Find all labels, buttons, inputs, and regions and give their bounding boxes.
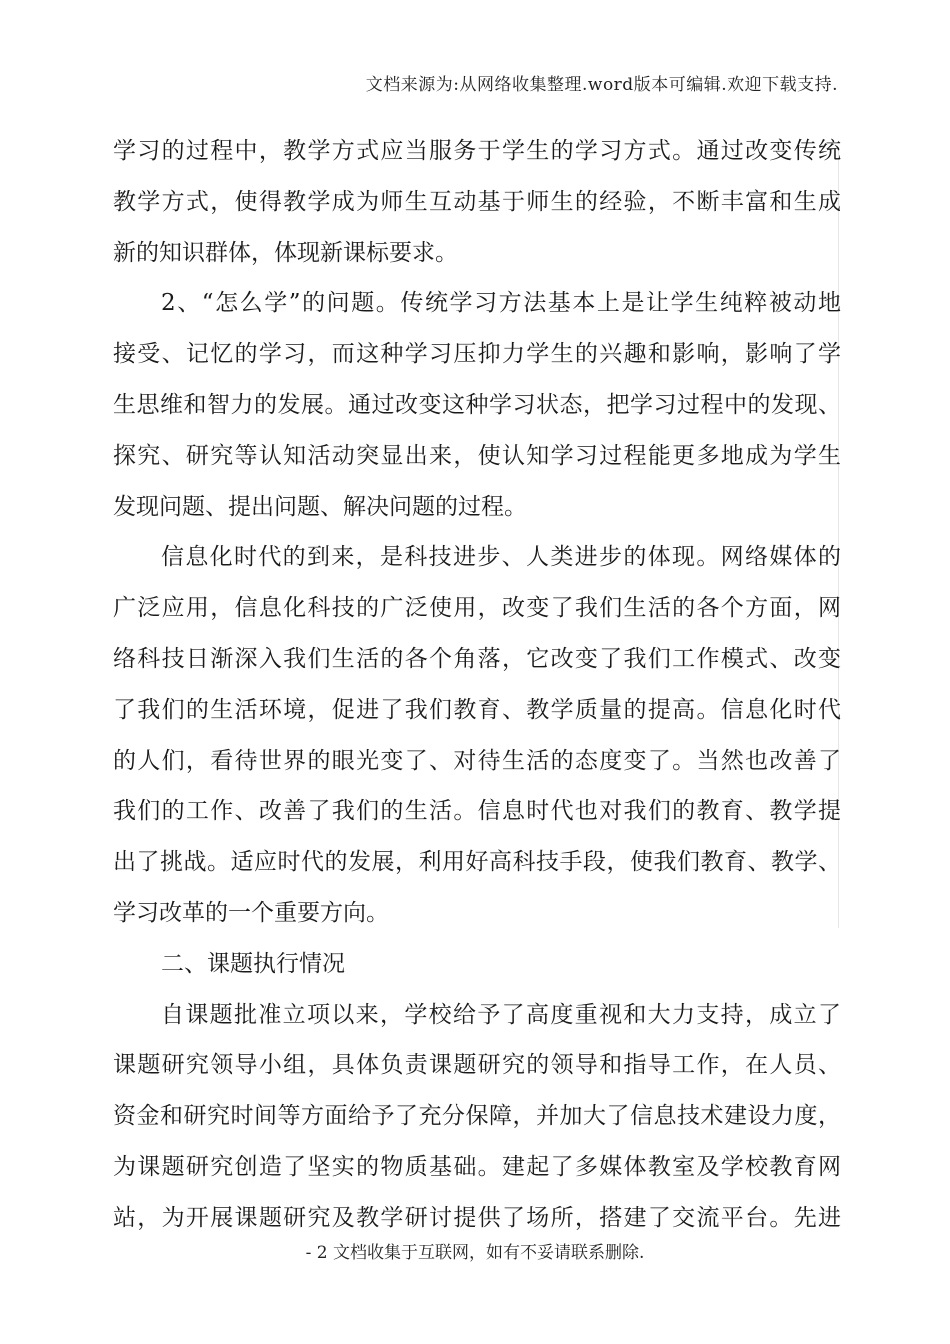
body-line: 自课题批准立项以来，学校给予了高度重视和大力支持，成立了 bbox=[161, 1001, 841, 1028]
body-line: 生思维和智力的发展。通过改变这种学习状态，把学习过程中的发现、 bbox=[113, 391, 841, 418]
body-line: 探究、研究等认知活动突显出来，使认知学习过程能更多地成为学生 bbox=[113, 442, 841, 469]
body-line: 了我们的生活环境，促进了我们教育、教学质量的提高。信息化时代 bbox=[113, 696, 841, 723]
section-heading: 二、课题执行情况 bbox=[161, 950, 345, 977]
body-line: 络科技日渐深入我们生活的各个角落，它改变了我们工作模式、改变 bbox=[113, 645, 841, 672]
document-body bbox=[113, 126, 841, 1244]
body-line: 发现问题、提出问题、解决问题的过程。 bbox=[113, 493, 527, 520]
body-line: 资金和研究时间等方面给予了充分保障，并加大了信息技术建设力度， bbox=[113, 1103, 841, 1130]
body-line: 广泛应用，信息化科技的广泛使用，改变了我们生活的各个方面，网 bbox=[113, 595, 841, 622]
body-line: 接受、记忆的学习，而这种学习压抑力学生的兴趣和影响，影响了学 bbox=[113, 341, 841, 368]
body-line: 学习的过程中，教学方式应当服务于学生的学习方式。通过改变传统 bbox=[113, 138, 841, 164]
body-line: 信息化时代的到来，是科技进步、人类进步的体现。网络媒体的 bbox=[161, 544, 841, 571]
body-line: 出了挑战。适应时代的发展，利用好高科技手段，使我们教育、教学、 bbox=[113, 849, 841, 876]
body-line: 的人们，看待世界的眼光变了、对待生活的态度变了。当然也改善了 bbox=[113, 747, 841, 774]
document-source-note: 文档来源为:从网络收集整理.word版本可编辑.欢迎下载支持. bbox=[365, 75, 838, 95]
body-line: 教学方式，使得教学成为师生互动基于师生的经验，不断丰富和生成 bbox=[113, 188, 841, 215]
body-line: 为课题研究创造了坚实的物质基础。建起了多媒体教室及学校教育网 bbox=[113, 1153, 841, 1180]
body-line: 课题研究领导小组，具体负责课题研究的领导和指导工作，在人员、 bbox=[113, 1052, 841, 1079]
body-line: 我们的工作、改善了我们的生活。信息时代也对我们的教育、教学提 bbox=[113, 798, 841, 825]
page-footer: - 2 文档收集于互联网，如有不妥请联系删除. bbox=[305, 1243, 645, 1263]
body-line: 学习改革的一个重要方向。 bbox=[113, 899, 389, 926]
body-line: 2、“怎么学”的问题。传统学习方法基本上是让学生纯粹被动地 bbox=[161, 290, 841, 317]
body-line: 新的知识群体，体现新课标要求。 bbox=[113, 239, 458, 266]
body-line: 站，为开展课题研究及教学研讨提供了场所，搭建了交流平台。先进 bbox=[113, 1204, 841, 1231]
